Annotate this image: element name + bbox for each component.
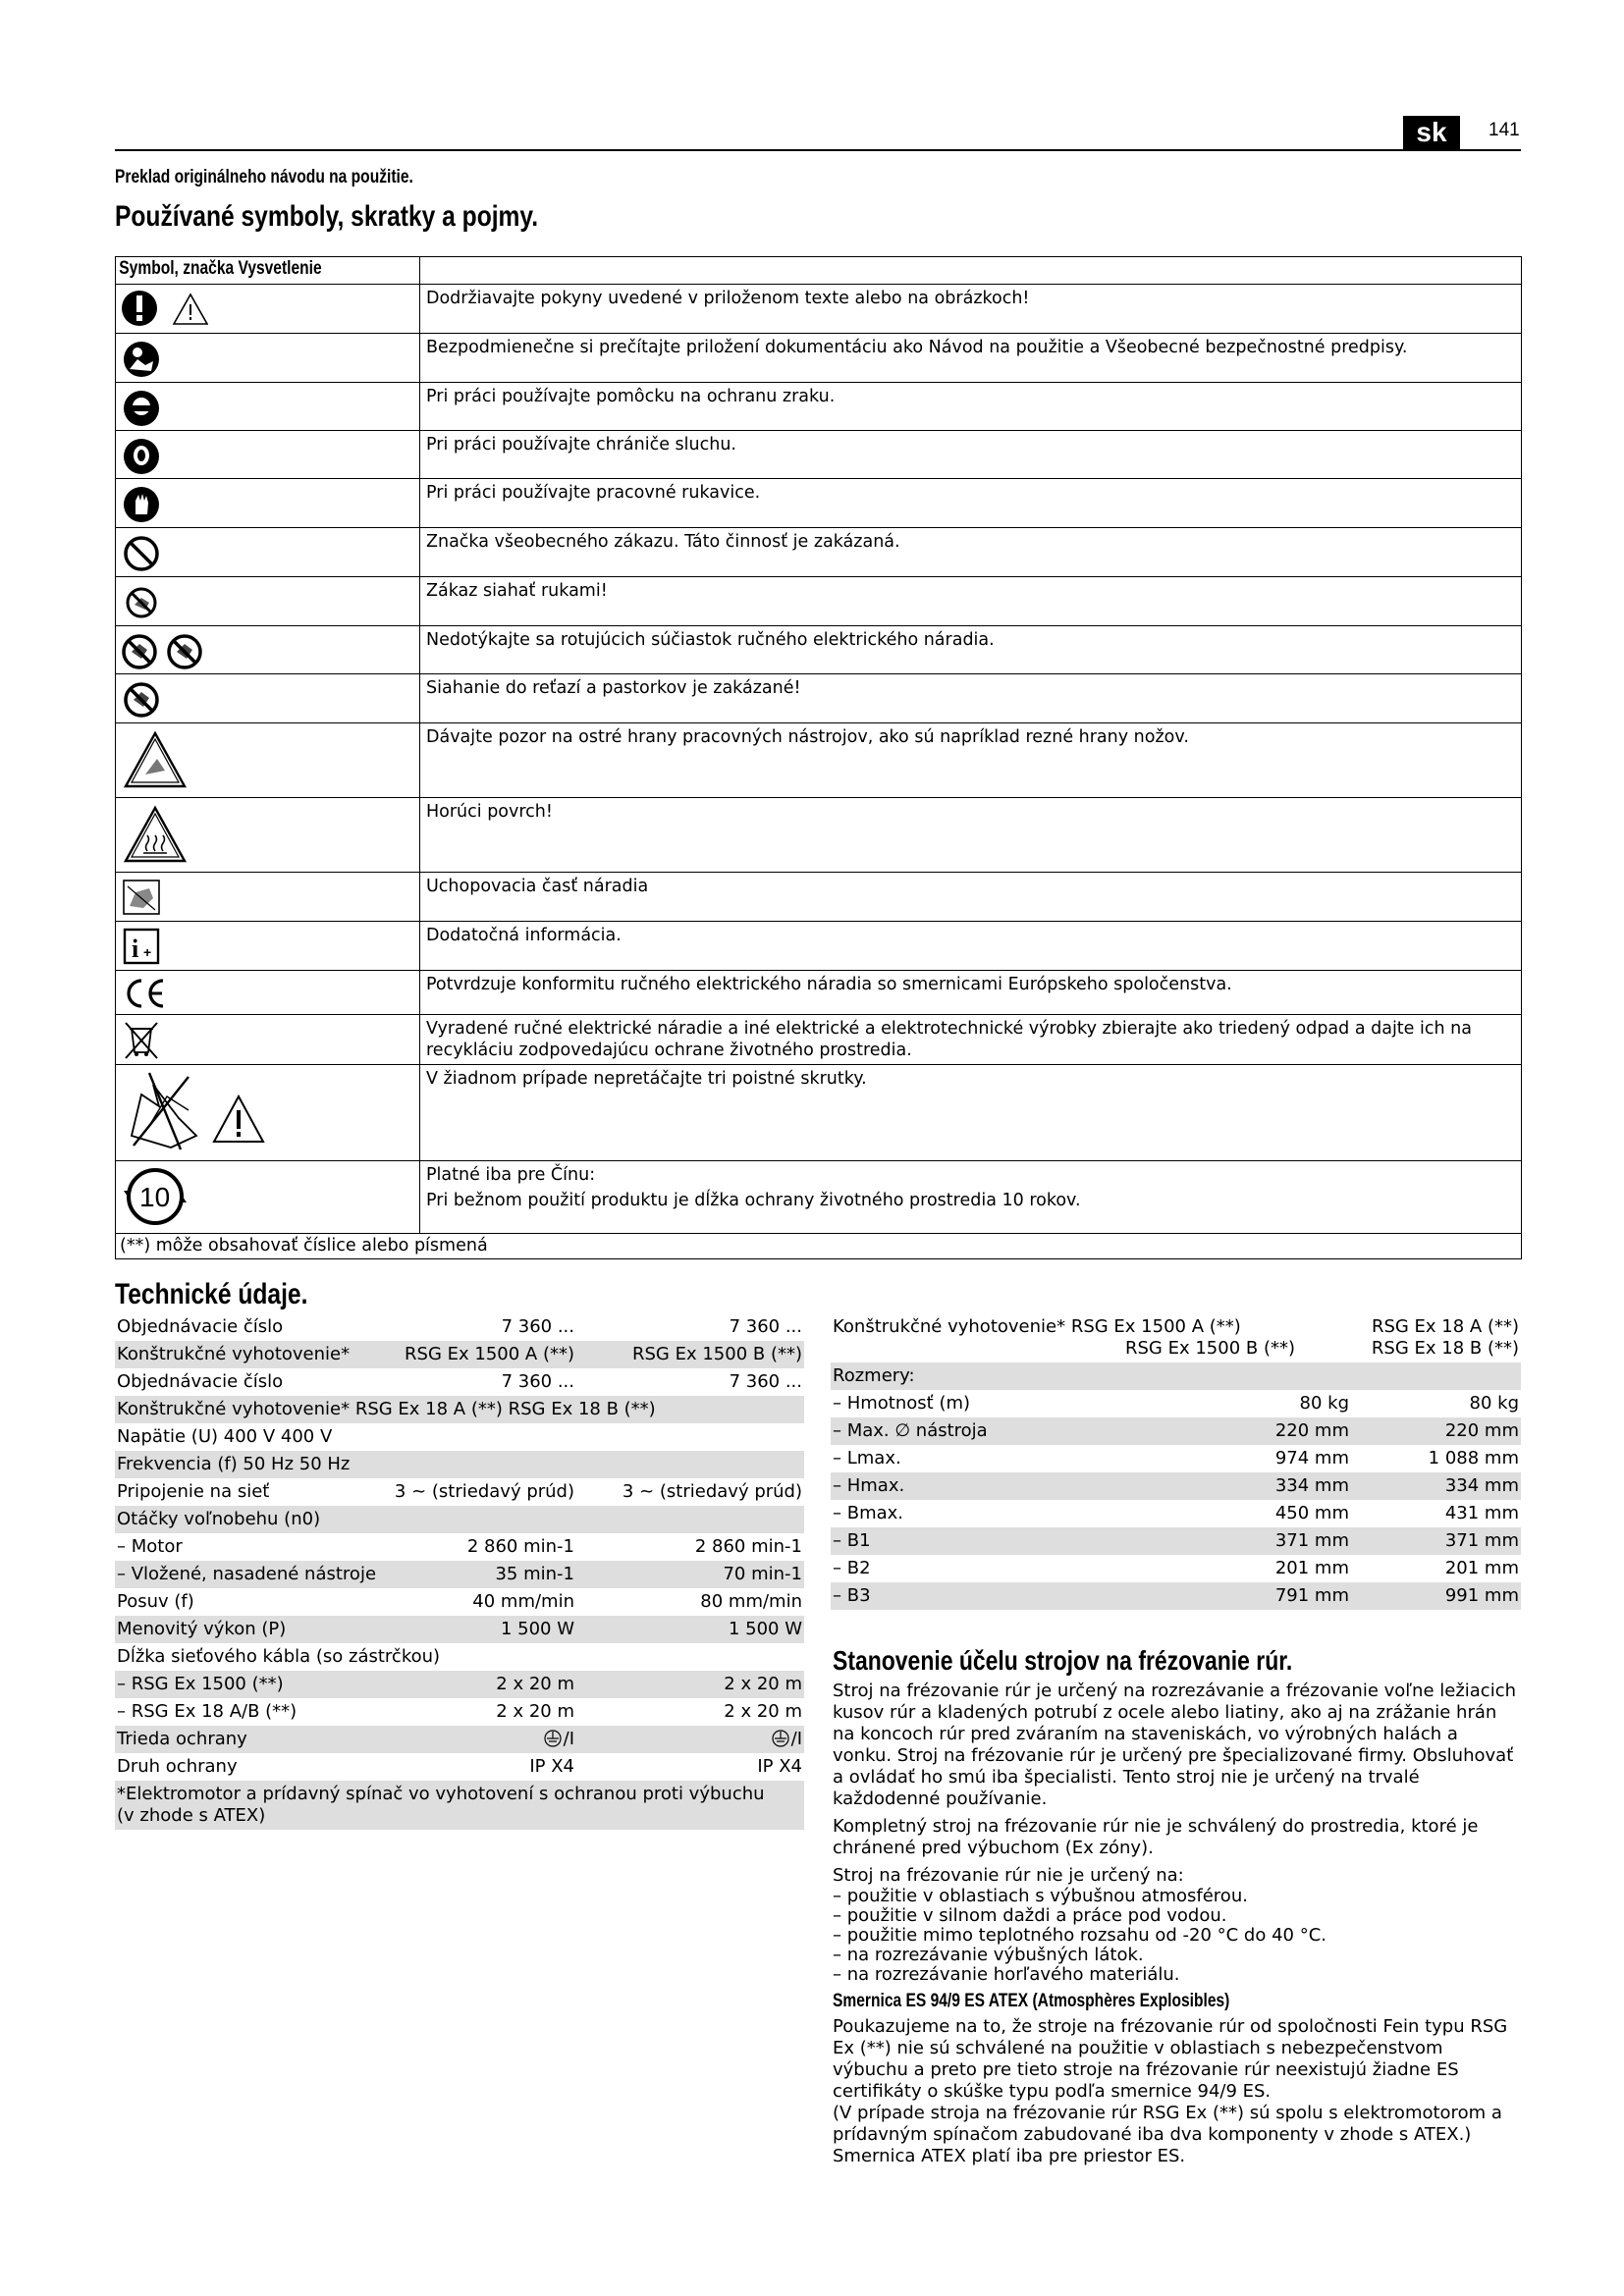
row-label: – Motor — [117, 1536, 183, 1557]
value-a: 450 mm — [1274, 1503, 1349, 1523]
table-row — [116, 1161, 1522, 1234]
table-row — [115, 1671, 804, 1698]
table-row — [115, 1506, 804, 1533]
prohibition-icon — [120, 530, 163, 550]
section-title-purpose: Stanovenie účelu strojov na frézovanie rúr. — [833, 1645, 1293, 1676]
table-row — [116, 285, 1522, 334]
value-a: RSG Ex 1500 B (**) — [1125, 1338, 1295, 1359]
table-row — [116, 674, 1522, 723]
value-a: IP X4 — [529, 1756, 574, 1777]
section-title-tech: Technické údaje. — [115, 1278, 308, 1310]
china-note-line-1: Platné iba pre Čínu: — [426, 1165, 596, 1185]
header-rule — [115, 149, 1521, 151]
value-a: 974 mm — [1274, 1448, 1349, 1468]
value-b: 991 mm — [1351, 1582, 1521, 1610]
value-a: 7 360 ... — [501, 1316, 574, 1337]
row-label: – B1 — [831, 1527, 1204, 1555]
table-row — [115, 1753, 804, 1781]
tech-data-table-right — [831, 1313, 1521, 1610]
row-label: Trieda ochrany — [115, 1726, 390, 1753]
hot-surface-icon — [120, 800, 190, 820]
atex-paragraph: Smernica ATEX platí iba pre priestor ES. — [833, 2146, 1186, 2166]
row-label: – Lmax. — [833, 1448, 901, 1468]
symbol-description: Pri práci používajte pomôcku na ochranu zraku. — [420, 383, 1522, 431]
row-label: – B2 — [833, 1558, 871, 1578]
value-b: 2 860 min-1 — [694, 1536, 802, 1557]
row-label: – Hmax. — [831, 1472, 1204, 1500]
section-title-symbols: Používané symboly, skratky a pojmy. — [115, 200, 539, 233]
row-label: *Elektromotor a prídavný spínač vo vyhotovení s ochranou proti výbuchu (v zhode s ATEX) — [115, 1781, 804, 1830]
value-a: 334 mm — [1204, 1472, 1351, 1500]
value-b: 334 mm — [1351, 1472, 1521, 1500]
value-a: 1 500 W — [390, 1616, 576, 1643]
symbol-description: Dávajte pozor na ostré hrany pracovných nástrojov, ako sú napríklad rezné hrany nožov. — [420, 723, 1522, 798]
list-item: – použitie v oblastiach s výbušnou atmosférou. — [833, 1886, 1248, 1906]
value-b: 371 mm — [1351, 1527, 1521, 1555]
symbol-description: Pri práci používajte chrániče sluchu. — [420, 431, 1522, 479]
row-label: – Hmotnosť (m) — [833, 1393, 971, 1414]
table-row — [115, 1451, 804, 1478]
symbol-description: Dodržiavajte pokyny uvedené v priloženom texte alebo na obrázkoch! — [420, 285, 1522, 334]
value-b: RSG Ex 1500 B (**) — [576, 1341, 804, 1368]
table-row — [115, 1561, 804, 1588]
atex-heading: Smernica ES 94/9 ES ATEX (Atmosphères Explosibles) — [833, 1991, 1230, 2011]
table-row — [116, 798, 1522, 873]
grip-icon — [120, 875, 163, 894]
table-row — [831, 1445, 1521, 1472]
table-row — [116, 479, 1522, 528]
value-b2: RSG Ex 18 B (**) — [1371, 1338, 1519, 1359]
row-label: – RSG Ex 18 A/B (**) — [117, 1701, 298, 1722]
table-row — [831, 1582, 1521, 1610]
table-header: Symbol, značka Vysvetlenie — [119, 258, 322, 279]
value-a: RSG Ex 1500 A (**) — [390, 1341, 576, 1368]
ce-mark-icon — [120, 973, 171, 992]
list-item: – na rozrezávanie horľavého materiálu. — [833, 1964, 1180, 1985]
table-row — [116, 334, 1522, 383]
value-b: 70 min-1 — [576, 1561, 804, 1588]
list-item: – použitie v silnom daždi a práce pod vodou. — [833, 1905, 1227, 1926]
table-row — [115, 1533, 804, 1561]
table-row — [115, 1643, 804, 1671]
row-label: Objednávacie číslo — [117, 1371, 284, 1392]
no-touch-rotating-icons — [120, 628, 214, 648]
table-header-row — [116, 257, 1522, 285]
value-b: 7 360 ... — [729, 1371, 802, 1392]
value-a: 80 kg — [1299, 1393, 1349, 1414]
symbol-description: Nedotýkajte sa rotujúcich súčiastok ručného elektrického náradia. — [420, 626, 1522, 674]
table-row — [116, 577, 1522, 626]
table-row — [116, 1015, 1522, 1065]
symbol-description: V žiadnom prípade nepretáčajte tri poistné skrutky. — [420, 1065, 1522, 1161]
not-intended-list — [833, 1887, 1520, 1985]
page-number: 141 — [1489, 120, 1520, 140]
table-row — [831, 1527, 1521, 1555]
table-row — [116, 873, 1522, 922]
purpose-body — [833, 1681, 1520, 2173]
row-label: Konštrukčné vyhotovenie* RSG Ex 1500 A (**) — [833, 1316, 1241, 1337]
table-row — [115, 1341, 804, 1368]
value-a: 2 x 20 m — [390, 1671, 576, 1698]
mandatory-warning-icons — [120, 287, 208, 306]
table-row — [116, 528, 1522, 577]
read-manual-icon — [120, 336, 163, 355]
table-row — [115, 1423, 804, 1451]
value-b: 1 088 mm — [1428, 1448, 1519, 1468]
value-b: 431 mm — [1444, 1503, 1519, 1523]
no-loosen-screws-icon — [120, 1067, 297, 1087]
table-row — [115, 1313, 804, 1341]
atex-paragraph: Poukazujeme na to, že stroje na frézovanie rúr od spoločnosti Fein typu RSG Ex (**) nie sú schválené na použitie v oblastiach s nebezpečenstvom výbuchu a preto pre tieto stroje na frézovanie rúr neexistujú žiadne ES certifikáty o skúške typu podľa smernice 94/9 ES. — [833, 2016, 1508, 2102]
row-label: – Vložené, nasadené nástroje — [115, 1561, 390, 1588]
row-label: Druh ochrany — [117, 1756, 238, 1777]
row-label: Posuv (f) — [117, 1591, 194, 1612]
table-row — [116, 626, 1522, 674]
row-label: – Bmax. — [833, 1503, 904, 1523]
china-10-years-icon — [120, 1163, 190, 1212]
value-a: 371 mm — [1204, 1527, 1351, 1555]
symbol-description: Potvrdzuje konformitu ručného elektrického náradia so smernicami Európskeho spoločenstva. — [420, 971, 1522, 1015]
value-a: 2 x 20 m — [496, 1701, 574, 1722]
symbol-description: Horúci povrch! — [420, 798, 1522, 873]
list-item: – na rozrezávanie výbušných látok. — [833, 1945, 1144, 1965]
purpose-paragraph: Kompletný stroj na frézovanie rúr nie je schválený do prostredia, ktoré je chránené pred výbuchom (Ex zóny). — [833, 1816, 1479, 1858]
value-b: 7 360 ... — [729, 1316, 802, 1337]
table-footnote: (**) môže obsahovať číslice alebo písmená — [120, 1236, 488, 1255]
table-row — [831, 1313, 1521, 1362]
table-row — [831, 1417, 1521, 1445]
tech-data-table-left — [115, 1313, 804, 1830]
protection-class-icon — [770, 1730, 791, 1747]
symbol-description: Vyradené ručné elektrické náradie a iné elektrické a elektrotechnické výrobky zbierajte ako triedený odpad a dajte ich na recykláciu zodpovedajúcu ochrane životného prostredia. — [420, 1015, 1522, 1065]
sharp-edges-icon — [120, 725, 190, 745]
value-b: 201 mm — [1444, 1558, 1519, 1578]
row-label: Dĺžka sieťového kábla (so zástrčkou) — [117, 1646, 441, 1667]
row-label: Konštrukčné vyhotovenie* RSG Ex 18 A (**) RSG Ex 18 B (**) — [115, 1396, 804, 1423]
value-a: 220 mm — [1204, 1417, 1351, 1445]
info-icon — [120, 924, 163, 963]
symbols-table — [115, 256, 1522, 1259]
row-label: – RSG Ex 1500 (**) — [115, 1671, 390, 1698]
table-row — [115, 1698, 804, 1726]
table-row — [831, 1555, 1521, 1582]
row-label: Otáčky voľnobehu (n0) — [115, 1506, 804, 1533]
table-row — [831, 1390, 1521, 1417]
row-label: Napätie (U) 400 V 400 V — [117, 1426, 333, 1447]
table-row — [831, 1472, 1521, 1500]
value-a: 3 ~ (striedavý prúd) — [394, 1481, 574, 1502]
value-b: 3 ~ (striedavý prúd) — [622, 1481, 802, 1502]
document-subtitle: Preklad originálneho návodu na použitie. — [115, 167, 413, 187]
language-badge: sk — [1403, 116, 1460, 149]
row-label: Objednávacie číslo — [117, 1316, 284, 1337]
eye-protection-icon — [120, 385, 163, 404]
ear-protection-icon — [120, 433, 163, 453]
no-hands-icon — [120, 579, 163, 599]
value-a: 40 mm/min — [472, 1591, 574, 1612]
symbol-description: Dodatočná informácia. — [420, 922, 1522, 971]
table-row — [116, 922, 1522, 971]
value-b: 1 500 W — [576, 1616, 804, 1643]
symbol-description: Značka všeobecného zákazu. Táto činnosť je zakázaná. — [420, 528, 1522, 577]
value-a: 7 360 ... — [501, 1371, 574, 1392]
value-a: /I — [563, 1729, 574, 1749]
row-label: – B3 — [831, 1582, 1204, 1610]
row-label: – Max. ∅ nástroja — [831, 1417, 1204, 1445]
svg-text:+: + — [143, 944, 152, 960]
symbol-description: Zákaz siahať rukami! — [420, 577, 1522, 626]
value-b: 220 mm — [1351, 1417, 1521, 1445]
value-b: /I — [790, 1729, 802, 1749]
symbol-description: Bezpodmienečne si prečítajte priložení dokumentáciu ako Návod na použitie a Všeobecné bezpečnostné predpisy. — [420, 334, 1522, 383]
value-b: 2 x 20 m — [576, 1671, 804, 1698]
symbol-description: Siahanie do reťazí a pastorkov je zakázané! — [420, 674, 1522, 723]
value-a: 201 mm — [1274, 1558, 1349, 1578]
table-row — [115, 1588, 804, 1616]
table-row — [831, 1362, 1521, 1390]
purpose-paragraph: Stroj na frézovanie rúr nie je určený na: — [833, 1865, 1184, 1886]
table-row — [831, 1500, 1521, 1527]
table-row — [115, 1396, 804, 1423]
table-row — [116, 723, 1522, 798]
row-label: Rozmery: — [831, 1362, 1521, 1390]
protection-class-icon — [542, 1730, 564, 1747]
atex-paragraph: (V prípade stroja na frézovanie rúr RSG Ex (**) sú spolu s elektromotorom a prídavným spínačom zabudované iba dva komponenty v zhode s ATEX.) — [833, 2103, 1502, 2145]
value-a: 2 860 min-1 — [466, 1536, 574, 1557]
table-row — [116, 971, 1522, 1015]
value-b: 80 mm/min — [700, 1591, 802, 1612]
row-label: Menovitý výkon (P) — [115, 1616, 390, 1643]
value-b: 2 x 20 m — [724, 1701, 802, 1722]
china-note-line-2: Pri bežnom použití produktu je dĺžka ochrany životného prostredia 10 rokov. — [426, 1191, 1081, 1210]
list-item: – použitie mimo teplotného rozsahu od -20 °C do 40 °C. — [833, 1925, 1326, 1946]
no-chain-icon — [120, 676, 163, 696]
svg-text:10: 10 — [139, 1182, 171, 1212]
table-row — [116, 383, 1522, 431]
weee-bin-icon — [120, 1017, 163, 1037]
table-row — [115, 1478, 804, 1506]
symbol-description — [420, 1161, 1522, 1234]
table-row — [116, 431, 1522, 479]
gloves-icon — [120, 481, 163, 501]
table-row — [115, 1616, 804, 1643]
value-a: 791 mm — [1204, 1582, 1351, 1610]
svg-text:i: i — [132, 934, 139, 963]
table-row — [115, 1368, 804, 1396]
value-a: 35 min-1 — [390, 1561, 576, 1588]
table-row — [115, 1726, 804, 1753]
table-row — [116, 1065, 1522, 1161]
row-label: Pripojenie na sieť — [117, 1481, 270, 1502]
value-b: RSG Ex 18 A (**) — [1371, 1316, 1519, 1337]
table-footnote-row — [116, 1234, 1522, 1259]
row-label: Frekvencia (f) 50 Hz 50 Hz — [115, 1451, 804, 1478]
row-label: Konštrukčné vyhotovenie* — [115, 1341, 390, 1368]
symbol-description: Pri práci používajte pracovné rukavice. — [420, 479, 1522, 528]
value-b: IP X4 — [757, 1756, 802, 1777]
table-row — [115, 1781, 804, 1830]
purpose-paragraph: Stroj na frézovanie rúr je určený na rozrezávanie a frézovanie voľne ležiacich kusov rúr a kladených potrubí z ocele alebo liatiny, ako aj na zrážanie hrán na koncoch rúr pred zváraním na staveniskách, vo výrobných halách a vonku. Stroj na frézovanie rúr je určený pre špecializované firmy. Obsluhovať a ovládať ho smú iba špecialisti. Tento stroj nie je určený na trvalé každodenné používanie. — [833, 1681, 1517, 1809]
value-b: 80 kg — [1469, 1393, 1519, 1414]
symbol-description: Uchopovacia časť náradia — [420, 873, 1522, 922]
